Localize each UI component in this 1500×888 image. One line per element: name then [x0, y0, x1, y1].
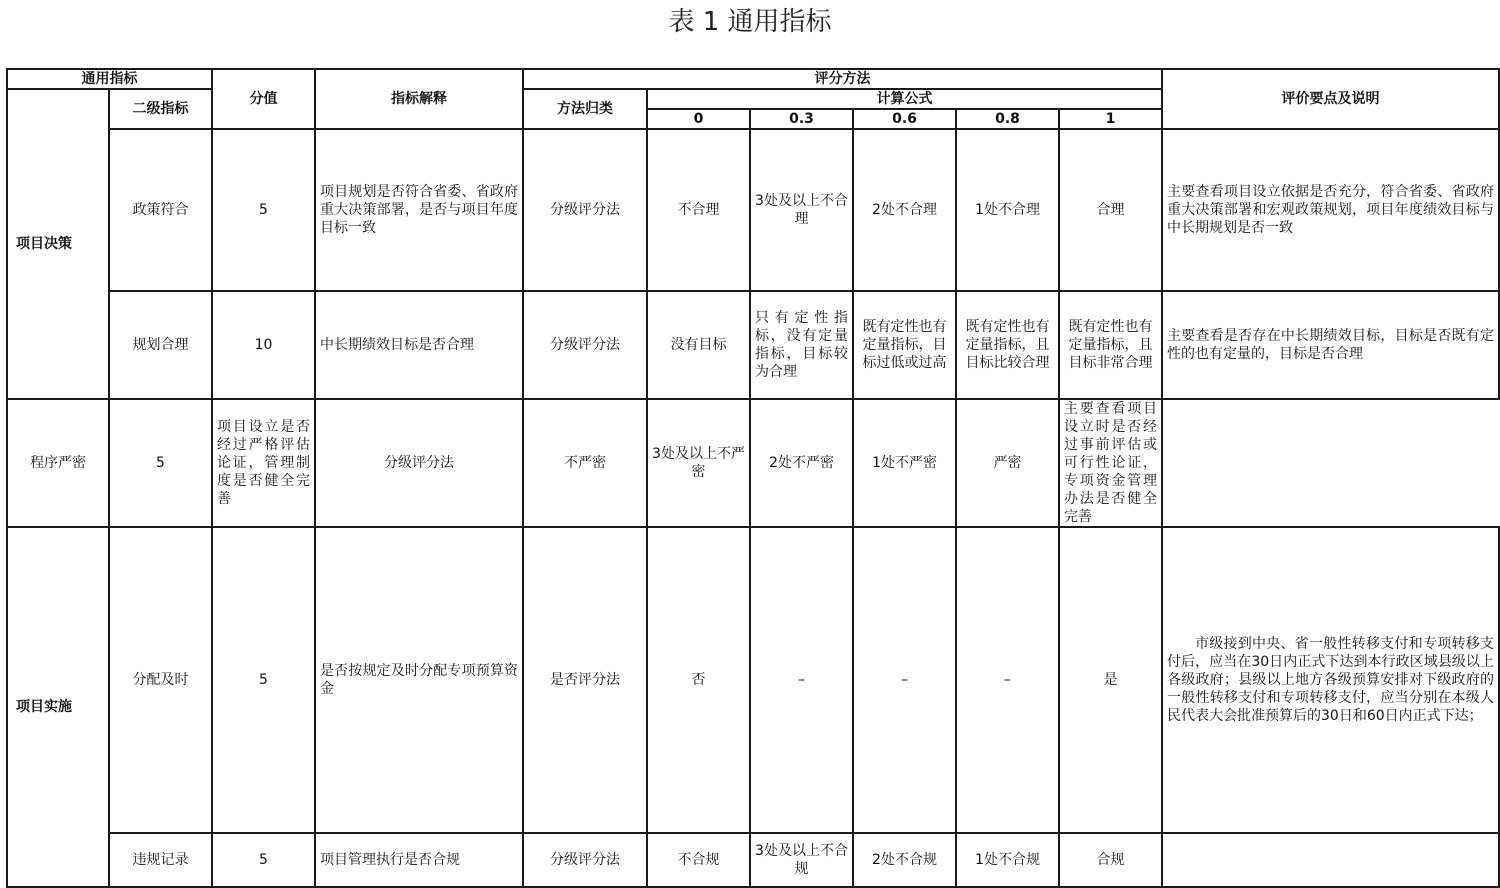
category-project-implementation: 项目实施 — [7, 527, 109, 887]
header-row-1 — [7, 69, 1499, 89]
header-level-0: 0 — [647, 109, 750, 129]
header-notes: 评价要点及说明 — [1162, 69, 1499, 129]
explanation-cell: 项目管理执行是否合规 — [315, 833, 523, 887]
method-cell: 分级评分法 — [523, 291, 647, 399]
header-score: 分值 — [212, 69, 315, 129]
explanation-cell: 项目规划是否符合省委、省政府重大决策部署，是否与项目年度目标一致 — [315, 129, 523, 291]
score-cell: 5 — [212, 527, 315, 833]
method-cell: 分级评分法 — [523, 833, 647, 887]
notes-cell: 主要查看项目设立时是否经过事前评估或可行性论证，专项资金管理办法是否健全完善 — [1059, 399, 1162, 527]
level-0-3-cell: – — [750, 527, 853, 833]
level-0-8-cell: 1处不合规 — [956, 833, 1059, 887]
level-1-cell: 是 — [1059, 527, 1162, 833]
header-level-0-8: 0.8 — [956, 109, 1059, 129]
indicator-cell: 政策符合 — [109, 129, 212, 291]
notes-cell: 市级接到中央、省一般性转移支付和专项转移支付后，应当在30日内正式下达到本行政区域县级以上各级政府；县级以上地方各级预算安排对下级政府的一般性转移支付和专项转移支付，应当分别在本级人民代表大会批准预算后的30日和60日内正式下达； — [1162, 527, 1499, 833]
level-0-8-cell: 1处不合理 — [956, 129, 1059, 291]
header-formula: 计算公式 — [647, 89, 1162, 109]
score-cell: 5 — [109, 399, 212, 527]
header-explanation: 指标解释 — [315, 69, 523, 129]
general-indicators-table — [6, 68, 1500, 888]
table-row — [7, 129, 1499, 291]
level-0-6-cell: 2处不合规 — [853, 833, 956, 887]
level-1-cell: 严密 — [956, 399, 1059, 527]
notes-cell: 主要查看项目设立依据是否充分，符合省委、省政府重大决策部署和宏观政策规划，项目年度绩效目标与中长期规划是否一致 — [1162, 129, 1499, 291]
level-0-cell: 不严密 — [523, 399, 647, 527]
header-level-1: 1 — [1059, 109, 1162, 129]
category-project-decision: 项目决策 — [7, 89, 109, 399]
indicator-cell: 分配及时 — [109, 527, 212, 833]
level-0-3-cell: 3处及以上不严密 — [647, 399, 750, 527]
method-cell: 分级评分法 — [523, 129, 647, 291]
indicator-cell: 程序严密 — [7, 399, 109, 527]
level-0-6-cell: 既有定性也有定量指标，目标过低或过高 — [853, 291, 956, 399]
explanation-cell: 是否按规定及时分配专项预算资金 — [315, 527, 523, 833]
score-cell: 10 — [212, 291, 315, 399]
header-secondary-indicator: 二级指标 — [109, 89, 212, 129]
level-0-3-cell: 3处及以上不合规 — [750, 833, 853, 887]
table-row — [7, 833, 1499, 887]
header-scoring-method: 评分方法 — [523, 69, 1162, 89]
notes-cell — [1162, 833, 1499, 887]
level-0-6-cell: – — [853, 527, 956, 833]
page-title: 表 1 通用指标 — [668, 7, 832, 37]
method-cell: 分级评分法 — [315, 399, 523, 527]
score-cell: 5 — [212, 129, 315, 291]
level-0-6-cell: 2处不合理 — [853, 129, 956, 291]
level-0-cell: 没有目标 — [647, 291, 750, 399]
header-method-category: 方法归类 — [523, 89, 647, 129]
method-cell: 是否评分法 — [523, 527, 647, 833]
level-0-cell: 不合理 — [647, 129, 750, 291]
level-1-cell: 合规 — [1059, 833, 1162, 887]
level-0-8-cell: 1处不严密 — [853, 399, 956, 527]
score-cell: 5 — [212, 833, 315, 887]
indicator-cell: 违规记录 — [109, 833, 212, 887]
level-0-8-cell: 既有定性也有定量指标，且目标比较合理 — [956, 291, 1059, 399]
level-0-cell: 否 — [647, 527, 750, 833]
explanation-cell: 项目设立是否经过严格评估论证，管理制度是否健全完善 — [212, 399, 315, 527]
explanation-cell: 中长期绩效目标是否合理 — [315, 291, 523, 399]
level-0-3-cell: 3处及以上不合理 — [750, 129, 853, 291]
level-0-3-cell: 只有定性指标，没有定量指标，目标较为合理 — [750, 291, 853, 399]
table-row — [7, 291, 1499, 399]
level-0-cell: 不合规 — [647, 833, 750, 887]
table-row — [7, 527, 1499, 833]
header-level-0-3: 0.3 — [750, 109, 853, 129]
level-1-cell: 合理 — [1059, 129, 1162, 291]
level-1-cell: 既有定性也有定量指标，且目标非常合理 — [1059, 291, 1162, 399]
indicator-cell: 规划合理 — [109, 291, 212, 399]
header-level-0-6: 0.6 — [853, 109, 956, 129]
notes-cell: 主要查看是否存在中长期绩效目标，目标是否既有定性的也有定量的，目标是否合理 — [1162, 291, 1499, 399]
table-row — [7, 399, 1499, 527]
level-0-6-cell: 2处不严密 — [750, 399, 853, 527]
header-general-indicator: 通用指标 — [7, 69, 212, 89]
level-0-8-cell: – — [956, 527, 1059, 833]
